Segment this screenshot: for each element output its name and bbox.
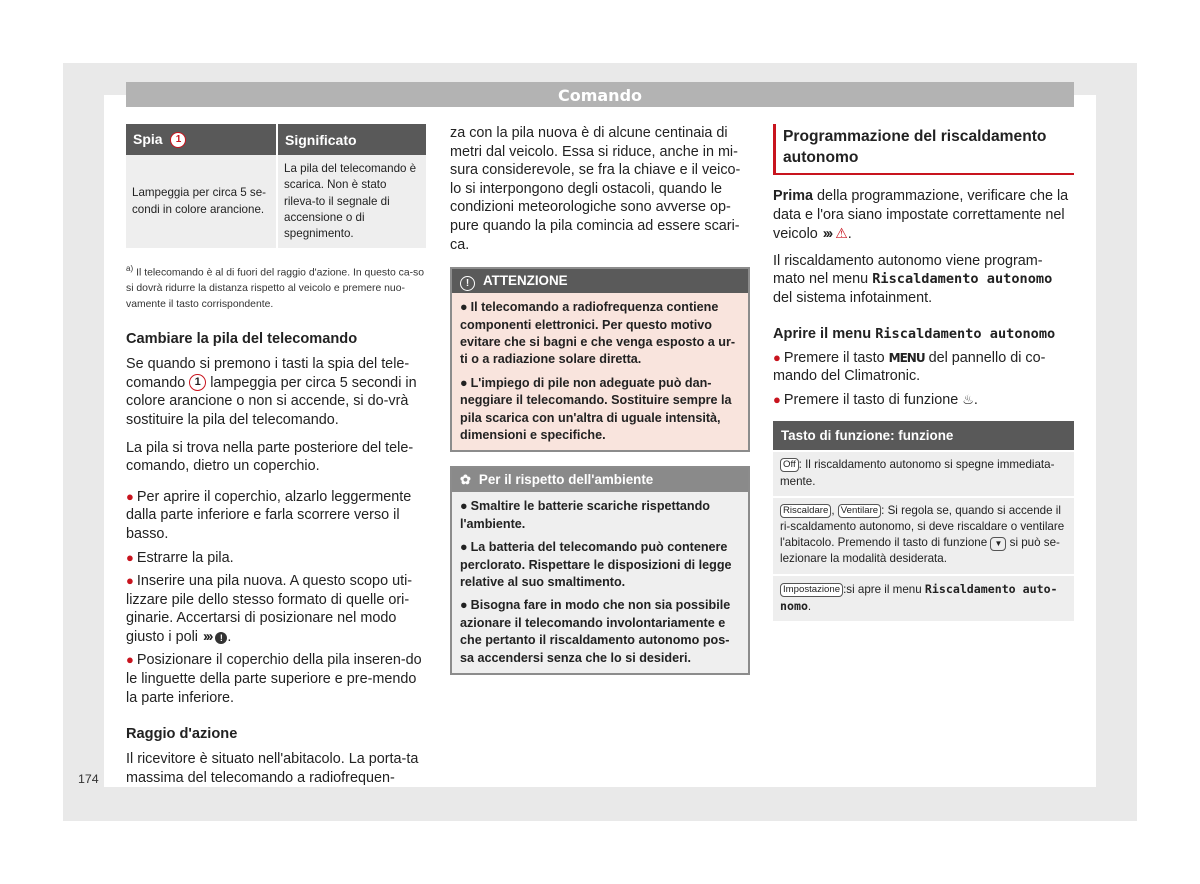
table-row: Impostazione :si apre il menu Riscaldamento auto-nomo.	[773, 576, 1074, 621]
function-table-header: Tasto di funzione: funzione	[773, 421, 1074, 450]
chevron-down-icon: ▼	[990, 537, 1006, 551]
footnote: $^{a)}$ Il telecomando è al di fuori del raggio d'azione. In questo ca-so si dovrà ridurre la distanza rispetto al veicolo e premere nuo-vamente il tasto corrispondente.	[126, 264, 425, 310]
bullet-icon: ●	[773, 391, 781, 407]
bullet-icon: ●	[126, 549, 134, 565]
table-header-spia: Spia 1	[126, 124, 277, 155]
list-item: ● Per aprire il coperchio, alzarlo leggermente dalla parte inferiore e farla scorrere verso il basso.	[126, 488, 412, 542]
list-item: ● Premere il tasto MENU del pannello di co-mando del Climatronic.	[773, 349, 1046, 385]
paragraph: La pila si trova nella parte posteriore del tele-comando, dietro un coperchio.	[126, 439, 414, 475]
environment-box	[450, 466, 750, 675]
column-right	[773, 124, 1074, 621]
bullet-icon: ●	[126, 488, 134, 504]
table-header-significato: Significato	[277, 124, 426, 155]
subsection-title-open-menu: Aprire il menu Riscaldamento autonomo	[773, 325, 1056, 342]
table-row: Off : Il riscaldamento autonomo si spegne immediata-mente.	[773, 452, 1074, 495]
paragraph: Il riscaldamento autonomo viene program-mato nel menu Riscaldamento autonomo del sistema infotainment.	[773, 252, 1053, 306]
spia-table	[126, 124, 426, 248]
page-header: Comando	[126, 82, 1074, 107]
environment-header: ✿ Per il rispetto dell'ambiente	[452, 468, 748, 492]
off-key: Off	[780, 458, 799, 472]
paragraph: za con la pila nuova è di alcune centinaia di metri dal veicolo. Essa si riduce, anche in mi-sura considerevole, se fra la chiave e il veico-lo si interpongono degli ostacoli, quando le condizioni meteorologiche sono avverse op-pure quando la pila comincia ad essere scari-ca.	[450, 125, 741, 253]
paragraph: Il ricevitore è situato nell'abitacolo. La porta-ta massima del telecomando a radiofrequen-	[126, 751, 419, 786]
list-item: ● Premere il tasto di funzione ♨.	[773, 391, 978, 408]
list-item: ● Posizionare il coperchio della pila inseren-do le linguette della parte superiore e pre-mendo la parte inferiore.	[126, 652, 422, 706]
settings-key: Impostazione	[780, 583, 843, 597]
info-circle-icon: !	[215, 632, 227, 644]
warning-item: ● Il telecomando a radiofrequenza contiene componenti elettronici. Per questo motivo evitare che si bagni e che venga esposto a ur-ti o a radiazione solare diretta.	[460, 300, 736, 367]
paragraph: Prima della programmazione, verificare che la data e l'ora siano impostate correttamente nel veicolo ››› ⚠.	[773, 188, 1069, 243]
spia-number-badge: 1	[170, 132, 186, 148]
cross-reference-arrows-icon[interactable]: ›››	[822, 226, 832, 243]
column-middle	[450, 124, 750, 675]
indicator-number-badge: 1	[189, 374, 206, 391]
bullet-icon: ●	[126, 573, 134, 589]
list-item: ● Estrarre la pila.	[126, 549, 234, 566]
section-title-range: Raggio d'azione	[126, 726, 238, 743]
list-item: ● Inserire una pila nuova. A questo scopo uti-lizzare pile dello stesso formato di quelle ori-ginarie. Accertarsi di posizionare nel modo giusto i poli ››› ! .	[126, 573, 413, 645]
warning-item: ● L'impiego di pile non adeguate può dan-neggiare il telecomando. Sostituire sempre la pila scarica con un'altra di uguale intensità, dimensioni e specifiche.	[460, 375, 732, 442]
environment-body	[452, 492, 748, 673]
table-row: Riscaldare , Ventilare : Si regola se, quando si accende il ri-scaldamento autonomo, si deve riscaldare o ventilare l'abitacolo. Premendo il tasto di funzione ▼ si può se-lezionare la modalità desiderata.	[773, 498, 1074, 574]
warning-triangle-icon: ⚠	[835, 225, 848, 242]
environment-item: ● Smaltire le batterie scariche rispettando l'ambiente.	[460, 499, 710, 531]
ventilate-key: Ventilare	[838, 504, 881, 518]
table-cell-spia: Lampeggia per circa 5 se-condi in colore arancione.	[126, 155, 277, 248]
paragraph: Se quando si premono i tasti la spia del tele-comando 1 lampeggia per circa 5 secondi in colore arancione o non si accende, si do-vrà sostituire la pila del telecomando.	[126, 356, 417, 428]
table-row	[126, 155, 426, 248]
flower-icon: ✿	[460, 472, 471, 488]
warning-header: ! ATTENZIONE	[452, 269, 748, 293]
environment-item: ● Bisogna fare in modo che non sia possibile azionare il telecomando involontariamente e che pertanto il riscaldamento autonomo pos-sa accendersi senza che lo si desideri.	[460, 598, 731, 665]
environment-item: ● La batteria del telecomando può contenere perclorato. Rispettare le disposizioni di legge relative al suo smaltimento.	[460, 540, 732, 590]
warning-body	[452, 293, 748, 450]
bullet-icon: ●	[773, 349, 781, 365]
seat-heater-icon: ♨	[962, 391, 974, 407]
column-left	[126, 124, 426, 787]
heat-key: Riscaldare	[780, 504, 831, 518]
function-key-table	[773, 421, 1074, 621]
bullet-icon: ●	[126, 652, 134, 668]
section-title-battery: Cambiare la pila del telecomando	[126, 331, 358, 348]
page-number: 174	[78, 772, 99, 786]
section-title-programming: Programmazione del riscaldamento autonomo	[773, 124, 1074, 175]
cross-reference-arrows-icon[interactable]: ›››	[203, 628, 212, 645]
warning-box	[450, 267, 750, 452]
table-cell-significato: La pila del telecomando è scarica. Non è stato rileva-to il segnale di accensione o di spegnimento.	[277, 155, 426, 248]
warning-icon: !	[460, 276, 475, 291]
menu-key-label: MENU	[888, 350, 925, 365]
